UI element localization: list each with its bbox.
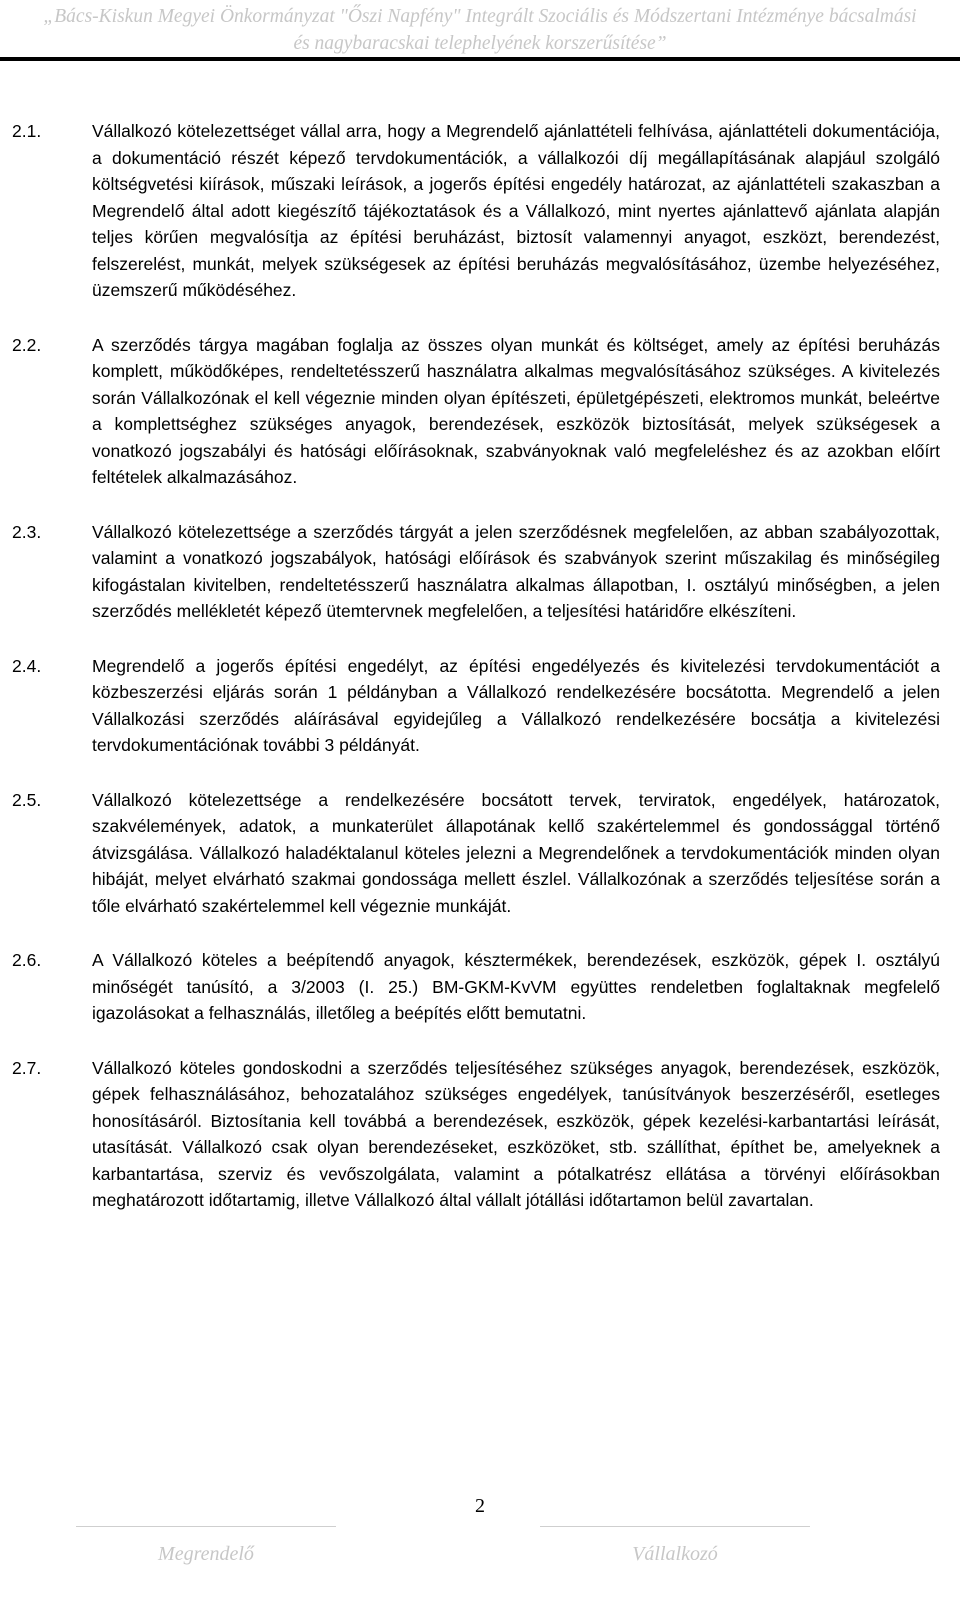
right-signature-label: Vállalkozó xyxy=(632,1543,718,1565)
paragraph-number: 2.2. xyxy=(12,334,42,355)
left-signature-line xyxy=(76,1526,336,1527)
paragraph-2-7 xyxy=(0,1055,960,1214)
paragraph-text: Vállalkozó kötelezettséget vállal arra, hogy a Megrendelő ajánlattételi felhívása, ajánlattételi dokumentációja, a dokumentáció részét képező tervdokumentációk, a vállalkozói díj megállapításának alapjául szolgáló költségvetési kiírások, műszaki leírások, a jogerős építési engedély határozat, az ajánlattételi szakaszban a Megrendelő által adott kiegészítő tájékoztatások és a Vállalkozó, mint nyertes ajánlattevő ajánlata alapján teljes körűen megvalósítja az építési beruházást, biztosít valamennyi anyagot, eszközt, berendezést, felszerelést, munkát, melyek szükségesek az építési beruházás megvalósításához, üzembe helyezéséhez, üzemszerű működéséhez. xyxy=(92,121,940,300)
paragraph-2-3 xyxy=(0,519,960,625)
page-number: 2 xyxy=(475,1495,485,1517)
paragraph-number: 2.6. xyxy=(12,950,42,970)
paragraph-text: Megrendelő a jogerős építési engedélyt, az építési engedélyezés és kivitelezési tervdokumentációt a közbeszerzési eljárás során 1 példányban a Vállalkozó rendelkezésére bocsátotta. Megrendelő a jelen Vállalkozási szerződés aláírásával egyidejűleg a Vállalkozó rendelkezésére bocsátja a kivitelezési tervdokumentációnak további 3 példányát. xyxy=(92,655,940,755)
paragraph-number: 2.3. xyxy=(12,521,42,542)
header-line-1: „Bács-Kiskun Megyei Önkormányzat "Őszi Napfény" Integrált Szociális és Módszertani Intézménye bácsalmási xyxy=(43,6,917,27)
paragraph-number: 2.1. xyxy=(12,121,42,141)
document-footer xyxy=(0,1492,960,1592)
paragraph-number: 2.4. xyxy=(12,655,42,676)
paragraph-2-2 xyxy=(0,332,960,491)
paragraph-number: 2.7. xyxy=(12,1057,42,1078)
paragraph-2-1 xyxy=(0,118,960,304)
paragraph-text: Vállalkozó kötelezettsége a szerződés tárgyát a jelen szerződésnek megfelelően, az abban szabályozottak, valamint a vonatkozó jogszabályok, hatósági előírások és szabványok szerint műszakilag és minőségileg kifogástalan kivitelben, rendeltetésszerű használatra alkalmas állapotban, I. osztályú minőségben, a jelen szerződés mellékletét képező ütemtervnek megfelelően, a teljesítési határidőre elkészíteni. xyxy=(92,521,940,621)
paragraph-text: A Vállalkozó köteles a beépítendő anyagok, késztermékek, berendezések, eszközök, gépek I. osztályú minőségét tanúsító, a 3/2003 (I. 25.) BM-GKM-KvVM együttes rendeletben foglaltaknak megfelelő igazolásokat a felhasználás, illetőleg a beépítés előtt bemutatni. xyxy=(92,950,940,1023)
header-divider xyxy=(0,57,960,61)
paragraph-text: Vállalkozó köteles gondoskodni a szerződés teljesítéséhez szükséges anyagok, berendezések, eszközök, gépek felhasználásához, behozatalához szükséges engedélyek, tanúsítványok beszerzéséről, esetleges honosításáról. Biztosítania kell továbbá a berendezések, eszközök, gépek kezelési-karbantartási leírását, utasítását. Vállalkozó csak olyan berendezéseket, eszközöket, stb. szállíthat, építhet be, amelyeknek a karbantartása, szerviz és vevőszolgálata, valamint a pótalkatrész ellátása a törvényi előírásokban meghatározott időtartamig, illetve Vállalkozó által vállalt jótállási időtartamon belül zavartalan. xyxy=(92,1057,940,1210)
paragraph-number: 2.5. xyxy=(12,789,42,810)
document-header xyxy=(0,0,960,57)
paragraph-text: A szerződés tárgya magában foglalja az összes olyan munkát és költséget, amely az építési beruházás komplett, működőképes, rendeltetésszerű használatra alkalmas megvalósításához szükséges. A kivitelezés során Vállalkozónak el kell végeznie minden olyan építészeti, épületgépészeti, elektromos munkát, beleértve a komplettséghez szükséges anyagok, berendezések, eszközök biztosítását, melyek szükségesek a vonatkozó jogszabályi és hatósági előírásoknak, szabványoknak való megfeleléshez és az azokban előírt feltételek alkalmazásához. xyxy=(92,334,940,487)
right-signature-line xyxy=(540,1526,810,1527)
paragraph-2-4 xyxy=(0,653,960,759)
header-line-2: és nagybaracskai telephelyének korszerűsítése” xyxy=(293,33,667,54)
paragraph-text: Vállalkozó kötelezettsége a rendelkezésére bocsátott tervek, terviratok, engedélyek, határozatok, szakvélemények, adatok, a munkaterület állapotának kellő szakértelemmel és gondossággal történő átvizsgálása. Vállalkozó haladéktalanul köteles jelezni a Megrendelőnek a tervdokumentációk minden olyan hibáját, melyet elvárható szakmai gondossága mellett észlel. Vállalkozónak a szerződés teljesítése során a tőle elvárható szakértelemmel kell végeznie munkáját. xyxy=(92,789,940,916)
document-body xyxy=(0,118,960,1242)
paragraph-2-5 xyxy=(0,787,960,920)
paragraph-2-6 xyxy=(0,947,960,1027)
left-signature-label: Megrendelő xyxy=(158,1543,254,1565)
